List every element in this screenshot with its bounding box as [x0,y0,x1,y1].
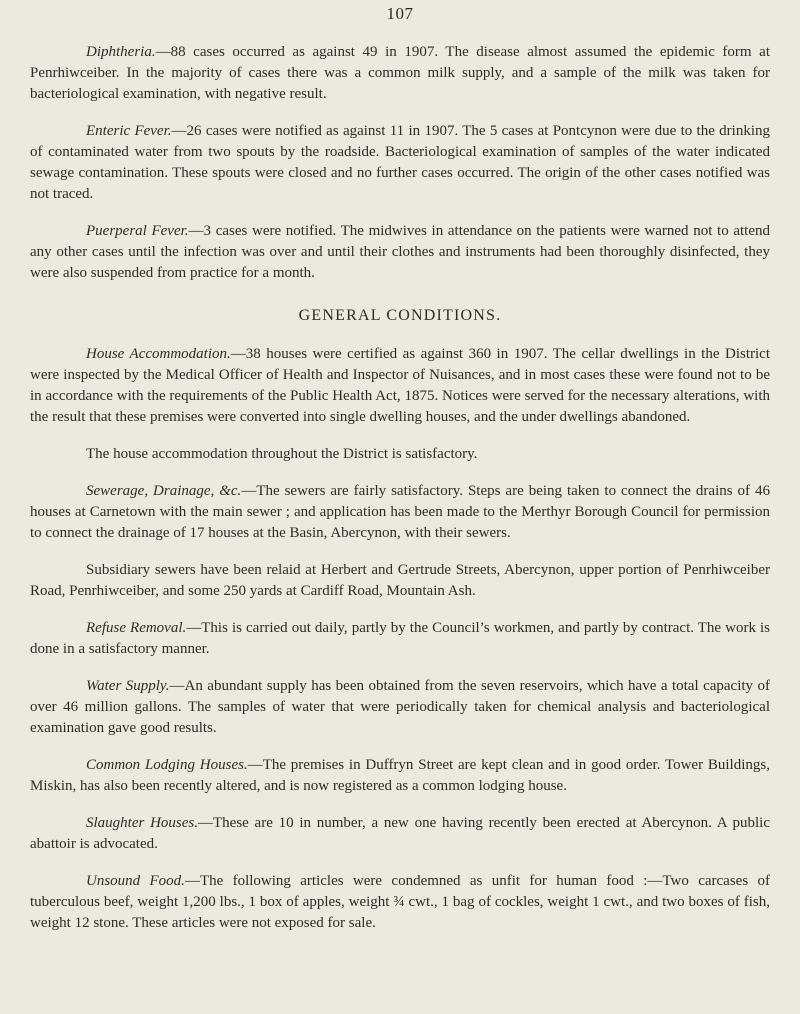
paragraph-body: Subsidiary sewers have been relaid at Herbert and Gertrude Streets, Abercynon, upper portion of Penrhiwceiber Road, Penrhiwceiber, and some 250 yards at Cardiff Road, Mountain Ash. [30,562,770,599]
paragraph-body: —38 houses were certified as against 360 in 1907. The cellar dwellings in the District were inspected by the Medical Officer of Health and Inspector of Nuisances, and in most cases these were found not to be in accordance with the requirements of the Public Health Act, 1875. Notices were served for the necessary alterations, with the result that these premises were converted into single dwelling houses, and the under dwellings abandoned. [30,346,770,425]
paragraph-lead: Sewerage, Drainage, &c. [86,483,242,499]
paragraph-subsidiary-sewers [30,560,770,602]
paragraph-unsound-food [30,871,770,934]
paragraph-lead: Enteric Fever. [86,123,172,139]
paragraph-lead: Water Supply. [86,678,170,694]
paragraph-slaughter-houses [30,813,770,855]
paragraph-lead: House Accommodation. [86,346,231,362]
paragraph-lead: Diphtheria. [86,44,156,60]
paragraph-lead: Puerperal Fever. [86,223,189,239]
paragraph-lead: Slaughter Houses. [86,815,198,831]
page-number: 107 [386,4,414,23]
paragraph-body: —The following articles were condemned as unfit for human food :—Two carcases of tuberculous beef, weight 1,200 lbs., 1 box of apples, weight ¾ cwt., 1 bag of cockles, weight 1 cwt., and two boxes of fish, weight 12 stone. These articles were not exposed for sale. [30,873,770,931]
paragraph-enteric-fever [30,121,770,205]
paragraph-refuse-removal [30,618,770,660]
paragraph-lead: Common Lodging Houses. [86,757,248,773]
paragraph-common-lodging-houses [30,755,770,797]
paragraph-body: The house accommodation throughout the District is satisfactory. [86,446,478,462]
paragraph-lead: Unsound Food. [86,873,185,889]
paragraph-sewerage-drainage [30,481,770,544]
paragraph-body: —This is carried out daily, partly by the Council’s workmen, and partly by contract. The work is done in a satisfactory manner. [30,620,770,657]
page-content [30,42,770,950]
paragraph-house-accommodation [30,344,770,428]
paragraph-diphtheria [30,42,770,105]
paragraph-body: —The sewers are fairly satisfactory. Steps are being taken to connect the drains of 46 houses at Carnetown with the main sewer ; and application has been made to the Merthyr Borough Council for permission to connect the drainage of 17 houses at the Basin, Abercynon, with their sewers. [30,483,770,541]
paragraph-water-supply [30,676,770,739]
section-heading: GENERAL CONDITIONS. [298,307,502,324]
paragraph-body: —An abundant supply has been obtained from the seven reservoirs, which have a total capacity of over 46 million gallons. The samples of water that were periodically taken for chemical analysis and bacteriological examination gave good results. [30,678,771,736]
paragraph-lead: Refuse Removal. [86,620,187,636]
paragraph-body: —The premises in Duffryn Street are kept clean and in good order. Tower Buildings, Miskin, has also been recently altered, and is now registered as a common lodging house. [30,757,770,794]
paragraph-body: —These are 10 in number, a new one having recently been erected at Abercynon. A public abattoir is advocated. [30,815,770,852]
paragraph-body: —26 cases were notified as against 11 in 1907. The 5 cases at Pontcynon were due to the drinking of contaminated water from two spouts by the roadside. Bacteriological examination of samples of the water indicated sewage contamination. These spouts were closed and no further cases occurred. The origin of the other cases notified was not traced. [30,123,770,202]
paragraph-body: —88 cases occurred as against 49 in 1907. The disease almost assumed the epidemic form at Penrhiwceiber. In the majority of cases there was a common milk supply, and a sample of the milk was taken for bacteriological examination, with negative result. [30,44,770,102]
paragraph-house-accommodation-summary [30,444,770,465]
paragraph-puerperal-fever [30,221,770,284]
paragraph-body: —3 cases were notified. The midwives in attendance on the patients were warned not to attend any other cases until the infection was over and until their clothes and instruments had been thoroughly disinfected, they were also suspended from practice for a month. [30,223,770,281]
